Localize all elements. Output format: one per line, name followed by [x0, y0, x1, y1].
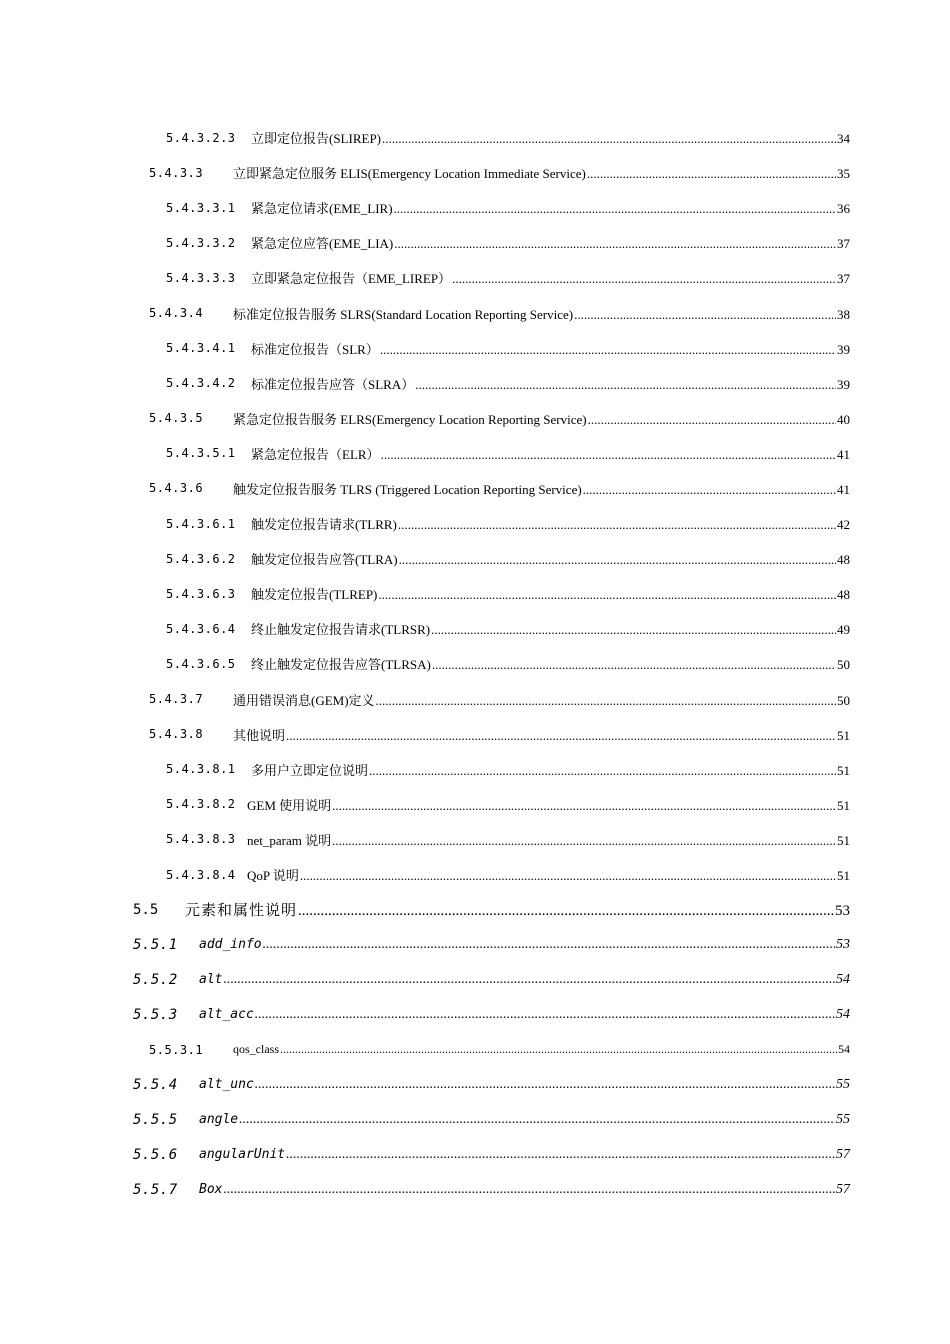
dot-leader: [300, 868, 836, 884]
toc-entry-title: 触发定位报告请求(TLRR): [251, 517, 397, 533]
dot-leader: [398, 517, 836, 533]
toc-entry-number: 5.4.3.4.2: [166, 376, 236, 391]
toc-entry[interactable]: [0, 1103, 950, 1138]
toc-entry-page: 39: [837, 341, 850, 357]
dot-leader: [574, 307, 836, 323]
toc-entry[interactable]: [0, 1032, 950, 1067]
toc-entry-number: 5.4.3.6.1: [166, 516, 236, 531]
toc-entry-page: 41: [837, 481, 850, 497]
toc-entry-page: 39: [837, 376, 850, 392]
toc-entry-number: 5.4.3.7: [149, 692, 204, 707]
toc-entry-page: 50: [837, 692, 850, 708]
toc-entry-page: 51: [837, 868, 850, 884]
toc-entry-number: 5.4.3.4.1: [166, 341, 236, 356]
toc-entry-title: 紧急定位请求(EME_LIR): [251, 201, 393, 217]
toc-entry-title: 标准定位报告（SLR）: [251, 341, 379, 357]
dot-leader: [382, 131, 836, 147]
toc-entry-page: 51: [837, 762, 850, 778]
toc-entry-title: 立即定位报告(SLIREP): [251, 131, 382, 147]
toc-entry-title: 紧急定位应答(EME_LIA): [251, 236, 394, 252]
dot-leader: [286, 728, 836, 744]
toc-entry-title: 紧急定位报告服务 ELRS(Emergency Location Reporting Service): [233, 411, 587, 427]
toc-entry[interactable]: [0, 646, 950, 681]
toc-entry[interactable]: [0, 190, 950, 225]
toc-entry-page: 57: [836, 1182, 850, 1198]
toc-entry-number: 5.4.3.6.4: [166, 621, 236, 636]
dot-leader: [239, 1112, 835, 1128]
toc-entry-page: 53: [835, 903, 850, 920]
toc-entry-page: 54: [836, 971, 850, 987]
toc-entry-title: 多用户立即定位说明: [251, 762, 369, 778]
toc-entry-page: 51: [837, 832, 850, 848]
toc-entry[interactable]: [0, 331, 950, 366]
toc-entry-title: 立即紧急定位报告（EME_LIREP）: [251, 271, 452, 287]
toc-entry-page: 38: [837, 306, 850, 322]
toc-entry-page: 57: [836, 1147, 850, 1163]
table-of-contents: [0, 120, 950, 1208]
toc-entry-page: 50: [837, 657, 850, 673]
dot-leader: [286, 1147, 835, 1163]
toc-entry-title: QoP 说明: [247, 868, 299, 884]
dot-leader: [376, 693, 836, 709]
toc-entry-title: 终止触发定位报告应答(TLRSA): [251, 657, 431, 673]
toc-entry[interactable]: [0, 892, 950, 927]
toc-entry[interactable]: [0, 471, 950, 506]
toc-entry-title: Box: [199, 1182, 223, 1198]
dot-leader: [280, 1042, 837, 1057]
dot-leader: [381, 447, 836, 463]
toc-entry-title: 终止触发定位报告请求(TLRSR): [251, 622, 431, 638]
toc-entry-number: 5.5.4: [133, 1077, 178, 1094]
toc-entry-page: 55: [836, 1077, 850, 1093]
toc-entry[interactable]: [0, 997, 950, 1032]
toc-entry-page: 48: [837, 552, 850, 568]
toc-entry[interactable]: [0, 155, 950, 190]
dot-leader: [431, 622, 836, 638]
dot-leader: [394, 236, 836, 252]
toc-entry-title: 立即紧急定位服务 ELIS(Emergency Location Immediate Service): [233, 166, 586, 182]
toc-entry-page: 37: [837, 236, 850, 252]
toc-entry-number: 5.4.3.6.5: [166, 656, 236, 671]
toc-entry-title: 通用错误消息(GEM)定义: [233, 692, 375, 708]
dot-leader: [298, 903, 834, 920]
toc-entry[interactable]: [0, 541, 950, 576]
toc-entry-title: alt_unc: [199, 1077, 254, 1093]
toc-entry-number: 5.4.3.6.3: [166, 586, 236, 601]
toc-entry-page: 42: [837, 517, 850, 533]
toc-entry[interactable]: [0, 857, 950, 892]
toc-entry[interactable]: [0, 260, 950, 295]
toc-entry-number: 5.5.3: [133, 1006, 178, 1023]
toc-entry-page: 55: [836, 1112, 850, 1128]
toc-entry[interactable]: [0, 1138, 950, 1173]
toc-entry-number: 5.5: [133, 901, 159, 918]
toc-entry-number: 5.5.5: [133, 1112, 178, 1129]
toc-entry-number: 5.4.3.8.4: [166, 867, 236, 882]
toc-entry-number: 5.5.7: [133, 1182, 178, 1199]
toc-entry-title: net_param 说明: [247, 832, 332, 848]
dot-leader: [223, 972, 835, 988]
toc-entry-page: 54: [836, 1006, 850, 1022]
toc-entry[interactable]: [0, 717, 950, 752]
toc-entry-number: 5.4.3.4: [149, 306, 204, 321]
toc-entry[interactable]: [0, 436, 950, 471]
dot-leader: [432, 657, 836, 673]
toc-entry-page: 35: [837, 166, 850, 182]
toc-entry-page: 48: [837, 587, 850, 603]
toc-entry-number: 5.5.2: [133, 971, 178, 988]
toc-entry[interactable]: [0, 225, 950, 260]
toc-entry-title: 元素和属性说明: [185, 903, 298, 920]
dot-leader: [452, 271, 836, 287]
dot-leader: [255, 1007, 835, 1023]
toc-entry-title: 标准定位报告服务 SLRS(Standard Location Reporting Service): [233, 306, 574, 322]
toc-entry[interactable]: [0, 682, 950, 717]
dot-leader: [255, 1077, 835, 1093]
toc-entry-number: 5.5.6: [133, 1147, 178, 1164]
dot-leader: [263, 937, 835, 953]
dot-leader: [399, 552, 836, 568]
toc-entry-title: 标准定位报告应答（SLRA）: [251, 376, 415, 392]
toc-entry[interactable]: [0, 366, 950, 401]
toc-entry[interactable]: [0, 927, 950, 962]
dot-leader: [588, 412, 836, 428]
toc-entry-page: 37: [837, 271, 850, 287]
toc-entry-title: 触发定位报告服务 TLRS (Triggered Location Reporting Service): [233, 481, 582, 497]
toc-entry-title: add_info: [199, 936, 262, 952]
toc-entry-title: qos_class: [233, 1042, 279, 1057]
toc-entry-page: 53: [836, 936, 850, 952]
dot-leader: [332, 798, 836, 814]
toc-entry[interactable]: [0, 576, 950, 611]
dot-leader: [223, 1182, 835, 1198]
toc-entry-number: 5.4.3.5: [149, 411, 204, 426]
toc-entry[interactable]: [0, 1068, 950, 1103]
toc-entry-number: 5.4.3.5.1: [166, 446, 236, 461]
toc-entry[interactable]: [0, 506, 950, 541]
toc-entry-title: 其他说明: [233, 727, 286, 743]
toc-entry[interactable]: [0, 295, 950, 330]
toc-entry-page: 40: [837, 411, 850, 427]
toc-entry-title: angularUnit: [199, 1147, 286, 1163]
toc-entry-title: 触发定位报告(TLREP): [251, 587, 378, 603]
toc-entry-number: 5.4.3.8.3: [166, 832, 236, 847]
toc-entry-title: 触发定位报告应答(TLRA): [251, 552, 398, 568]
toc-entry-page: 49: [837, 622, 850, 638]
dot-leader: [332, 833, 836, 849]
toc-entry-number: 5.4.3.3.3: [166, 270, 236, 285]
toc-entry-title: alt_acc: [199, 1006, 254, 1022]
toc-entry-number: 5.4.3.3.1: [166, 200, 236, 215]
toc-entry-title: 紧急定位报告（ELR）: [251, 446, 380, 462]
dot-leader: [369, 763, 836, 779]
toc-entry[interactable]: [0, 1173, 950, 1208]
toc-entry-page: 51: [837, 797, 850, 813]
toc-entry-title: angle: [199, 1112, 239, 1128]
toc-entry[interactable]: [0, 401, 950, 436]
toc-entry-number: 5.4.3.8.2: [166, 797, 236, 812]
toc-entry-page: 54: [838, 1042, 850, 1057]
dot-leader: [415, 377, 836, 393]
dot-leader: [380, 342, 836, 358]
toc-entry[interactable]: [0, 962, 950, 997]
toc-entry[interactable]: [0, 120, 950, 155]
toc-entry-number: 5.5.3.1: [149, 1042, 204, 1057]
toc-entry[interactable]: [0, 611, 950, 646]
toc-entry-number: 5.5.1: [133, 936, 178, 953]
dot-leader: [378, 587, 836, 603]
dot-leader: [394, 201, 836, 217]
toc-entry[interactable]: [0, 752, 950, 787]
toc-entry[interactable]: [0, 787, 950, 822]
toc-entry-number: 5.4.3.8: [149, 727, 204, 742]
toc-entry-page: 34: [837, 131, 850, 147]
toc-entry-number: 5.4.3.2.3: [166, 130, 236, 145]
toc-entry-page: 41: [837, 446, 850, 462]
dot-leader: [587, 166, 836, 182]
toc-entry[interactable]: [0, 822, 950, 857]
toc-entry-number: 5.4.3.8.1: [166, 762, 236, 777]
dot-leader: [583, 482, 836, 498]
toc-entry-page: 36: [837, 201, 850, 217]
toc-entry-number: 5.4.3.6: [149, 481, 204, 496]
toc-entry-number: 5.4.3.3.2: [166, 235, 236, 250]
toc-entry-title: GEM 使用说明: [247, 797, 332, 813]
toc-entry-number: 5.4.3.6.2: [166, 551, 236, 566]
toc-entry-page: 51: [837, 727, 850, 743]
toc-entry-title: alt: [199, 971, 223, 987]
toc-entry-number: 5.4.3.3: [149, 165, 204, 180]
